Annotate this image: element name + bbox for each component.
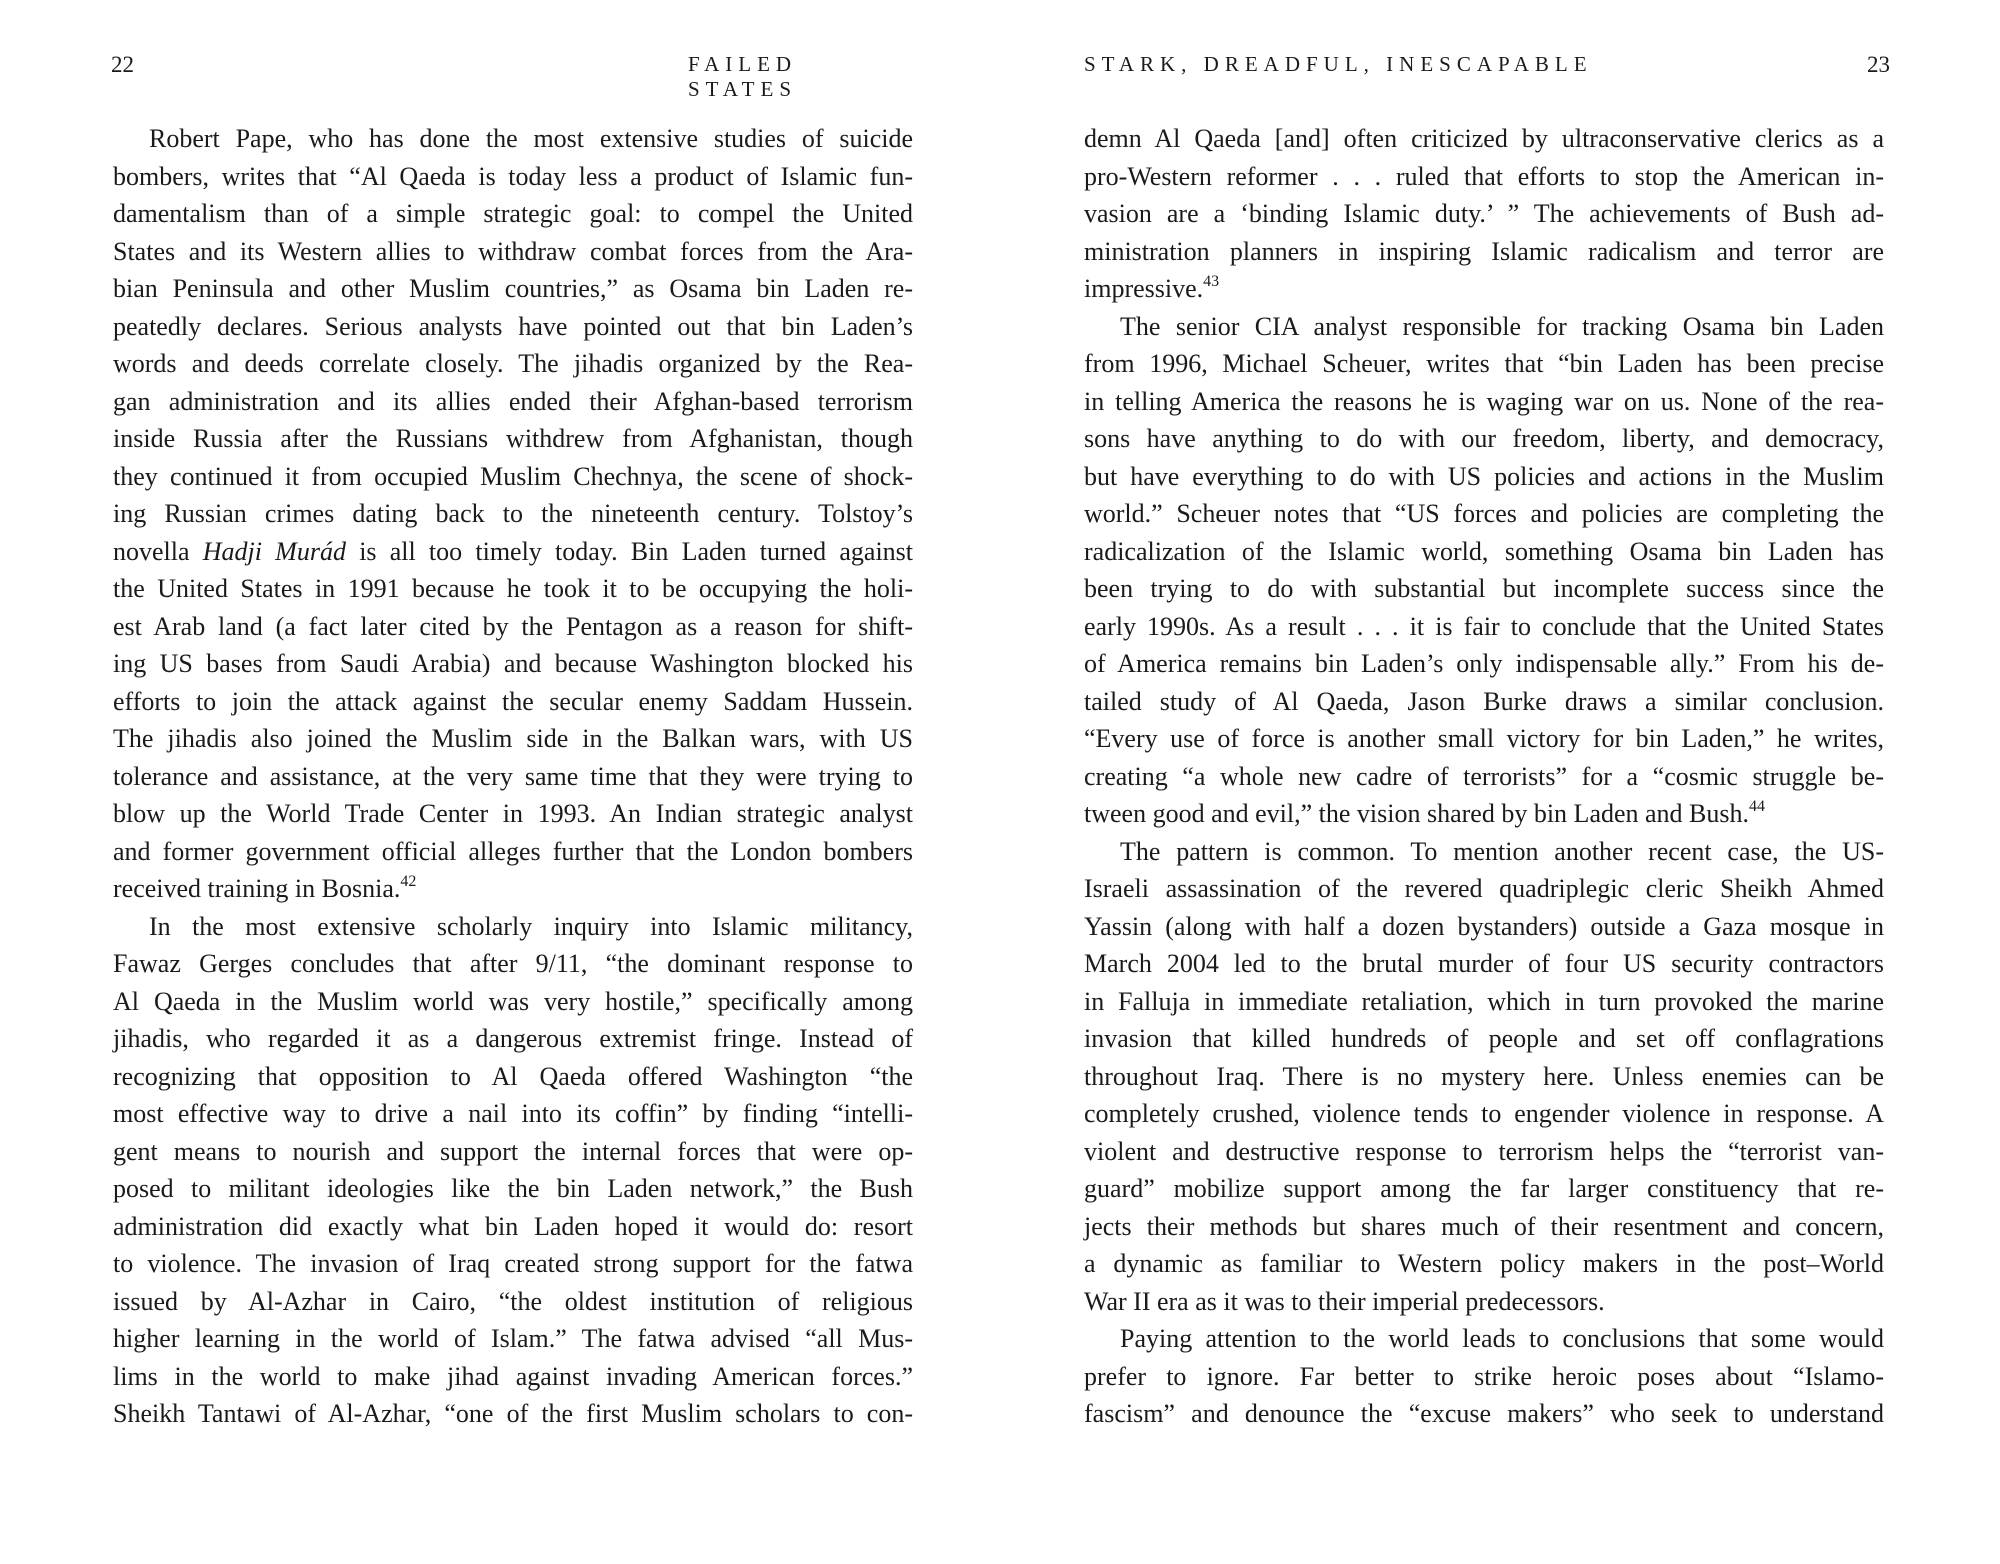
book-title-hadji-murad: Hadji Murád <box>202 536 346 566</box>
text-line: March 2004 led to the brutal murder of four US security contractors <box>1084 949 1884 978</box>
footnote-ref-44: 44 <box>1749 798 1766 815</box>
left-page-body <box>113 120 913 1433</box>
text-line: Al Qaeda in the Muslim world was very hostile,” specifically among <box>113 986 913 1016</box>
text-line: tolerance and assistance, at the very same time that they were trying to <box>113 761 913 791</box>
left-page <box>113 0 913 1564</box>
text-line: fascism” and denounce the “excuse makers” who seek to understand <box>1084 1399 1884 1428</box>
right-page-header <box>1084 52 1890 82</box>
text-line: Yassin (along with half a dozen bystanders) outside a Gaza mosque in <box>1084 911 1884 941</box>
page-number-left: 22 <box>111 52 134 77</box>
text-line: early 1990s. As a result . . . it is fair to conclude that the United States <box>1084 611 1884 641</box>
text-line-rest: is all too timely today. Bin Laden turned against <box>359 536 914 566</box>
text-line: sons have anything to do with our freedom, liberty, and democracy, <box>1084 424 1884 453</box>
text-line: gan administration and its allies ended their Afghan-based terrorism <box>113 386 913 416</box>
text-line <box>1084 795 1884 833</box>
footnote-ref-43: 43 <box>1203 273 1220 290</box>
text-line: inside Russia after the Russians withdrew from Afghanistan, though <box>113 424 913 453</box>
text-line: The jihadis also joined the Muslim side in the Balkan wars, with US <box>113 724 913 753</box>
running-head-right: STARK, DREADFUL, INESCAPABLE <box>1084 52 1593 76</box>
text-line: and former government official alleges further that the London bombers <box>113 836 913 866</box>
text-line <box>1084 270 1884 308</box>
text-line: ing Russian crimes dating back to the nineteenth century. Tolstoy’s <box>113 499 913 528</box>
text-line: War II era as it was to their imperial predecessors. <box>1084 1286 1605 1316</box>
text-line: est Arab land (a fact later cited by the Pentagon as a reason for shift- <box>113 611 913 641</box>
text-line-text: received training in Bosnia. <box>113 874 401 903</box>
text-line: from 1996, Michael Scheuer, writes that “bin Laden has been precise <box>1084 349 1884 378</box>
text-line: throughout Iraq. There is no mystery here. Unless enemies can be <box>1084 1061 1884 1091</box>
text-line: vasion are a ‘binding Islamic duty.’ ” The achievements of Bush ad- <box>1084 199 1884 228</box>
text-line: jihadis, who regarded it as a dangerous extremist fringe. Instead of <box>113 1024 913 1053</box>
footnote-ref-42: 42 <box>400 873 417 890</box>
text-line: pro-Western reformer . . . ruled that efforts to stop the American in- <box>1084 161 1884 191</box>
text-line: Fawaz Gerges concludes that after 9/11, “the dominant response to <box>113 949 913 978</box>
text-line: recognizing that opposition to Al Qaeda offered Washington “the <box>113 1061 913 1091</box>
text-line: words and deeds correlate closely. The jihadis organized by the Rea- <box>113 349 913 378</box>
text-line-text: tween good and evil,” the vision shared by bin Laden and Bush. <box>1084 799 1750 828</box>
text-line: to violence. The invasion of Iraq created strong support for the fatwa <box>113 1249 913 1278</box>
text-line: ministration planners in inspiring Islamic radicalism and terror are <box>1084 236 1884 266</box>
page-number-right: 23 <box>1867 52 1890 77</box>
text-line: gent means to nourish and support the internal forces that were op- <box>113 1136 913 1166</box>
text-line: blow up the World Trade Center in 1993. An Indian strategic analyst <box>113 799 913 828</box>
text-line: radicalization of the Islamic world, something Osama bin Laden has <box>1084 536 1884 566</box>
text-line: In the most extensive scholarly inquiry into Islamic militancy, <box>149 911 913 941</box>
text-line: administration did exactly what bin Laden hoped it would do: resort <box>113 1211 913 1241</box>
text-line: The pattern is common. To mention another recent case, the US- <box>1120 836 1884 866</box>
text-line <box>113 533 913 571</box>
text-line: creating “a whole new cadre of terrorists” for a “cosmic struggle be- <box>1084 761 1884 791</box>
text-line: most effective way to drive a nail into its coffin” by finding “intelli- <box>113 1099 913 1128</box>
text-line: the United States in 1991 because he took it to be occupying the holi- <box>113 574 913 603</box>
text-line: in Falluja in immediate retaliation, which in turn provoked the marine <box>1084 986 1884 1016</box>
text-line: ing US bases from Saudi Arabia) and because Washington blocked his <box>113 649 913 678</box>
text-line: guard” mobilize support among the far larger constituency that re- <box>1084 1174 1884 1203</box>
text-line: bian Peninsula and other Muslim countries,” as Osama bin Laden re- <box>113 274 913 303</box>
text-line: demn Al Qaeda [and] often criticized by ultraconservative clerics as a <box>1084 124 1884 153</box>
text-line <box>113 870 913 908</box>
text-line: tailed study of Al Qaeda, Jason Burke draws a similar conclusion. <box>1084 686 1884 716</box>
text-line: a dynamic as familiar to Western policy makers in the post–World <box>1084 1249 1884 1278</box>
text-line: Robert Pape, who has done the most extensive studies of suicide <box>149 124 913 153</box>
right-page <box>1084 0 1890 1564</box>
text-line: completely crushed, violence tends to engender violence in response. A <box>1084 1099 1884 1128</box>
text-line: in telling America the reasons he is waging war on us. None of the rea- <box>1084 386 1884 416</box>
text-line: Israeli assassination of the revered quadriplegic cleric Sheikh Ahmed <box>1084 874 1884 903</box>
text-line: they continued it from occupied Muslim Chechnya, the scene of shock- <box>113 461 913 491</box>
text-line: The senior CIA analyst responsible for tracking Osama bin Laden <box>1120 311 1884 341</box>
text-line: lims in the world to make jihad against invading American forces.” <box>113 1361 913 1391</box>
text-line: efforts to join the attack against the secular enemy Saddam Hussein. <box>113 686 913 716</box>
text-line: peatedly declares. Serious analysts have pointed out that bin Laden’s <box>113 311 913 341</box>
text-line: issued by Al-Azhar in Cairo, “the oldest institution of religious <box>113 1286 913 1316</box>
left-page-header <box>111 52 913 101</box>
text-line: prefer to ignore. Far better to strike heroic poses about “Islamo- <box>1084 1361 1884 1391</box>
text-line: damentalism than of a simple strategic goal: to compel the United <box>113 199 913 228</box>
text-line: world.” Scheuer notes that “US forces and policies are completing the <box>1084 499 1884 528</box>
text-line: jects their methods but shares much of their resentment and concern, <box>1084 1211 1884 1241</box>
text-line: higher learning in the world of Islam.” The fatwa advised “all Mus- <box>113 1324 913 1353</box>
text-line: violent and destructive response to terrorism helps the “terrorist van- <box>1084 1136 1884 1166</box>
text-line: invasion that killed hundreds of people and set off conflagrations <box>1084 1024 1884 1053</box>
text-line: Sheikh Tantawi of Al-Azhar, “one of the first Muslim scholars to con- <box>113 1399 913 1428</box>
text-line: but have everything to do with US policies and actions in the Muslim <box>1084 461 1884 491</box>
right-page-body <box>1084 120 1884 1433</box>
text-line: bombers, writes that “Al Qaeda is today less a product of Islamic fun- <box>113 161 913 191</box>
text-line: “Every use of force is another small victory for bin Laden,” he writes, <box>1084 724 1884 753</box>
text-line: Paying attention to the world leads to conclusions that some would <box>1120 1324 1884 1353</box>
text-line: of America remains bin Laden’s only indispensable ally.” From his de- <box>1084 649 1884 678</box>
running-head-left: FAILED STATES <box>688 52 798 101</box>
text-line: posed to militant ideologies like the bin Laden network,” the Bush <box>113 1174 913 1203</box>
text-line-text: impressive. <box>1084 274 1204 303</box>
text-line: States and its Western allies to withdraw combat forces from the Ara- <box>113 236 913 266</box>
text-line: been trying to do with substantial but incomplete success since the <box>1084 574 1884 603</box>
novella-prefix: novella <box>113 536 190 566</box>
